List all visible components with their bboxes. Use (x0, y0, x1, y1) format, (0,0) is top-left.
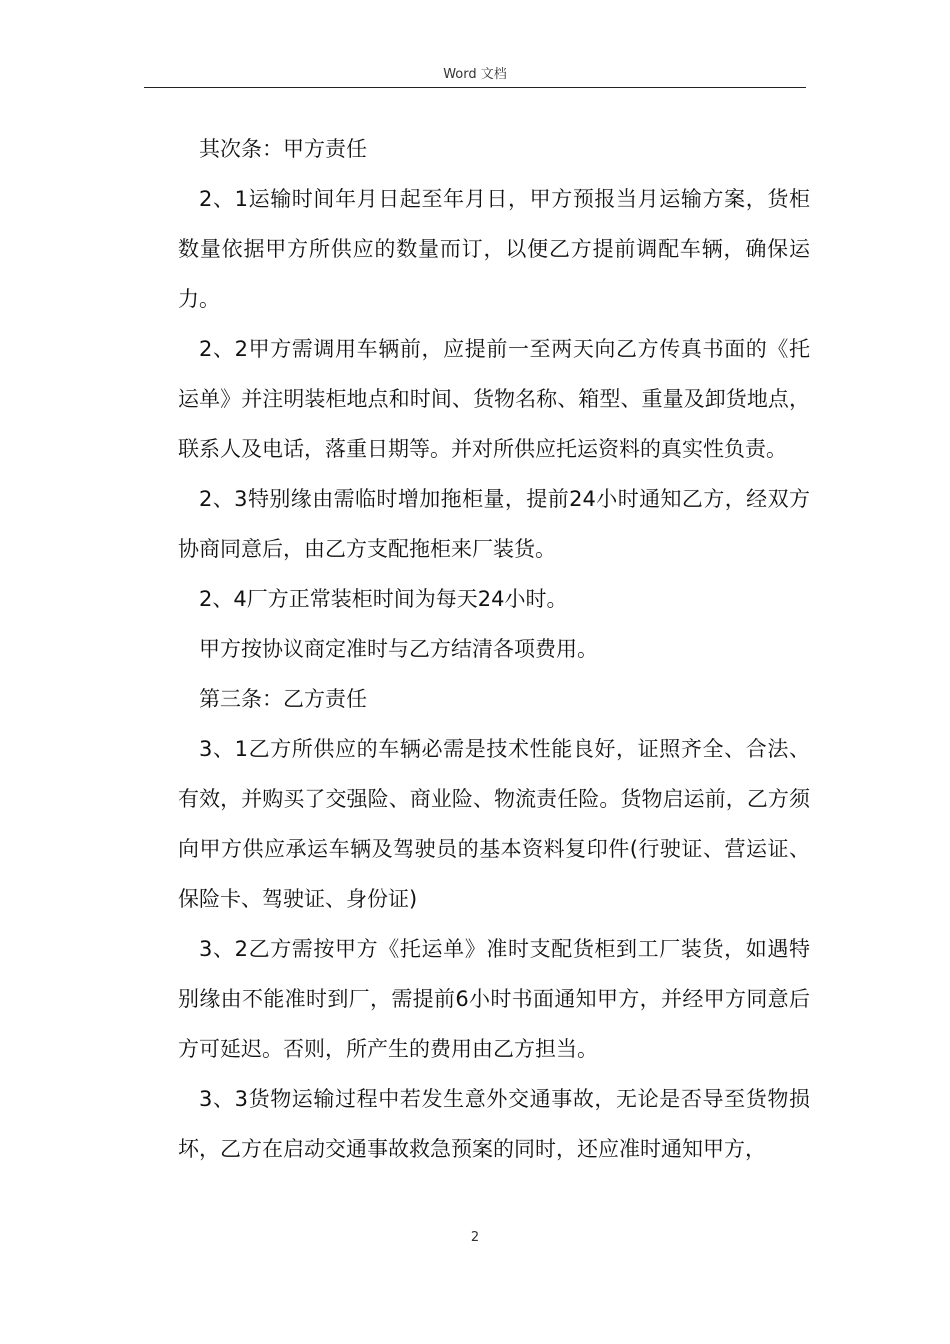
paragraph-3-2: 3、2乙方需按甲方《托运单》准时支配货柜到工厂装货，如遇特别缘由不能准时到厂，需提前6小时书面通知甲方，并经甲方同意后方可延迟。否则，所产生的费用由乙方担当。 (178, 937, 810, 1061)
paragraph-2-2: 2、2甲方需调用车辆前，应提前一至两天向乙方传真书面的《托运单》并注明装柜地点和时间、货物名称、箱型、重量及卸货地点，联系人及电话，落重日期等。并对所供应托运资料的真实性负责。 (178, 337, 810, 461)
page-header: Word 文档 (443, 67, 507, 82)
header-divider (144, 87, 806, 88)
paragraph-article-2-title: 其次条：甲方责任 (199, 137, 367, 161)
paragraph-2-4: 2、4厂方正常装柜时间为每天24小时。 (199, 587, 568, 611)
page-number: 2 (470, 1230, 480, 1245)
paragraph-3-1: 3、1乙方所供应的车辆必需是技术性能良好，证照齐全、合法、有效，并购买了交强险、商业险、物流责任险。货物启运前，乙方须向甲方供应承运车辆及驾驶员的基本资料复印件(行驶证、营运证、保险卡、驾驶证、身份证) (178, 737, 810, 911)
paragraph-2-3: 2、3特别缘由需临时增加拖柜量，提前24小时通知乙方，经双方协商同意后，由乙方支配拖柜来厂装货。 (178, 487, 810, 561)
document-body (178, 124, 810, 1174)
paragraph-3-3: 3、3货物运输过程中若发生意外交通事故，无论是否导至货物损坏，乙方在启动交通事故救急预案的同时，还应准时通知甲方， (178, 1087, 810, 1161)
paragraph-settlement: 甲方按协议商定准时与乙方结清各项费用。 (199, 637, 598, 661)
paragraph-2-1: 2、1运输时间年月日起至年月日，甲方预报当月运输方案，货柜数量依据甲方所供应的数量而订，以便乙方提前调配车辆，确保运力。 (178, 187, 810, 311)
paragraph-article-3-title: 第三条：乙方责任 (199, 687, 367, 711)
